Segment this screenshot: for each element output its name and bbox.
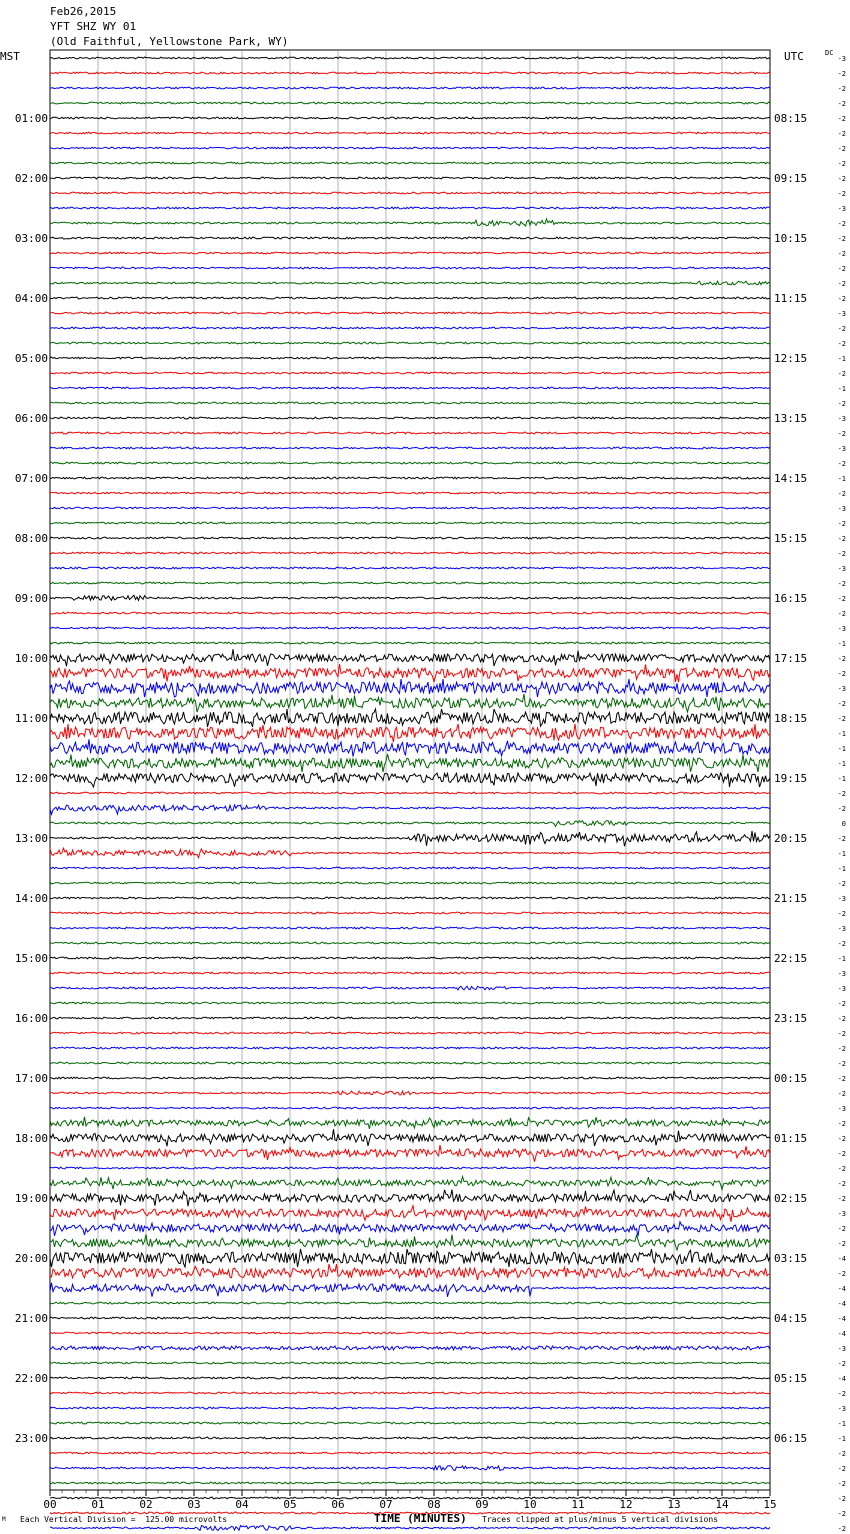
- dc-offset-label: -2: [837, 265, 846, 273]
- trace-row: [50, 582, 770, 584]
- dc-offset-label: -2: [837, 790, 846, 798]
- trace-row: [50, 402, 770, 404]
- dc-offset-label: -2: [837, 175, 846, 183]
- dc-offset-label: -3: [837, 925, 846, 933]
- dc-offset-label: -1: [837, 1420, 846, 1428]
- right-timezone-label: UTC: [784, 50, 804, 63]
- x-tick-label: 15: [763, 1498, 777, 1511]
- right-time-label: 10:15: [774, 232, 808, 245]
- dc-offset-label: -1: [837, 1435, 846, 1443]
- right-time-label: 01:15: [774, 1132, 808, 1145]
- dc-offset-label: -2: [837, 1465, 846, 1473]
- dc-offset-label: -3: [837, 445, 846, 453]
- x-tick-label: 00: [43, 1498, 57, 1511]
- dc-offset-label: -2: [837, 295, 846, 303]
- dc-offset-label: -2: [837, 655, 846, 663]
- dc-offset-label: -2: [837, 535, 846, 543]
- dc-offset-label: -1: [837, 850, 846, 858]
- trace-row: [50, 848, 770, 858]
- dc-offset-label: -2: [837, 805, 846, 813]
- dc-offset-label: -2: [837, 130, 846, 138]
- trace-row: [50, 1190, 770, 1207]
- trace-row: [50, 1482, 770, 1484]
- x-tick-label: 13: [667, 1498, 681, 1511]
- trace-row: [50, 986, 770, 990]
- trace-row: [50, 567, 770, 569]
- dc-offset-label: -2: [837, 1150, 846, 1158]
- trace-row: [50, 552, 770, 554]
- trace-row: [50, 267, 770, 269]
- dc-offset-label: -3: [837, 970, 846, 978]
- trace-row: [50, 1392, 770, 1394]
- dc-offset-label: -2: [837, 460, 846, 468]
- left-timezone-label: MST: [0, 50, 20, 63]
- trace-row: [50, 1466, 770, 1471]
- dc-offset-label: -2: [837, 580, 846, 588]
- dc-offset-label: -2: [837, 85, 846, 93]
- right-time-label: 11:15: [774, 292, 808, 305]
- right-time-label: 13:15: [774, 412, 808, 425]
- dc-offset-label: -2: [837, 1495, 846, 1503]
- dc-offset-label: -2: [837, 520, 846, 528]
- dc-offset-label: -2: [837, 1525, 846, 1533]
- trace-row: [50, 327, 770, 329]
- dc-offset-label: -3: [837, 625, 846, 633]
- trace-row: [50, 372, 770, 374]
- dc-offset-label: -1: [837, 760, 846, 768]
- trace-row: [50, 357, 770, 359]
- left-time-label: 14:00: [14, 892, 48, 905]
- x-tick-label: 06: [331, 1498, 345, 1511]
- dc-offset-label: -2: [837, 1075, 846, 1083]
- dc-offset-label: -2: [837, 1510, 846, 1518]
- dc-offset-label: -2: [837, 880, 846, 888]
- dc-offset-label: -2: [837, 1015, 846, 1023]
- dc-offset-label: -2: [837, 430, 846, 438]
- trace-row: [50, 927, 770, 929]
- trace-row: [50, 642, 770, 644]
- dc-offset-label: -2: [837, 1000, 846, 1008]
- left-time-label: 02:00: [14, 172, 48, 185]
- dc-offset-label: -3: [837, 415, 846, 423]
- left-time-label: 17:00: [14, 1072, 48, 1085]
- trace-row: [50, 1437, 770, 1439]
- trace-row: [50, 805, 770, 814]
- x-tick-label: 02: [139, 1498, 153, 1511]
- dc-offset-label: -3: [837, 985, 846, 993]
- left-time-label: 18:00: [14, 1132, 48, 1145]
- x-tick-label: 03: [187, 1498, 201, 1511]
- trace-row: [50, 792, 770, 794]
- trace-row: [50, 1407, 770, 1409]
- right-time-label: 15:15: [774, 532, 808, 545]
- trace-row: [50, 1452, 770, 1454]
- dc-offset-label: -2: [837, 70, 846, 78]
- trace-row: [50, 147, 770, 149]
- dc-offset-label: -1: [837, 475, 846, 483]
- x-tick-label: 11: [571, 1498, 585, 1511]
- dc-offset-label: -2: [837, 940, 846, 948]
- x-tick-label: 14: [715, 1498, 729, 1511]
- x-tick-label: 07: [379, 1498, 393, 1511]
- dc-offset-label: -1: [837, 640, 846, 648]
- trace-row: [50, 87, 770, 89]
- trace-row: [50, 237, 770, 239]
- left-time-label: 11:00: [14, 712, 48, 725]
- dc-offset-header: DC: [825, 49, 834, 57]
- x-tick-label: 05: [283, 1498, 297, 1511]
- trace-row: [50, 664, 770, 682]
- trace-row: [50, 773, 770, 787]
- left-time-label: 21:00: [14, 1312, 48, 1325]
- trace-row: [50, 1062, 770, 1064]
- dc-offset-label: -3: [837, 1345, 846, 1353]
- trace-row: [50, 507, 770, 509]
- trace-row: [50, 679, 770, 697]
- trace-row: [50, 537, 770, 539]
- plot-frame: [50, 50, 770, 1490]
- left-time-label: 12:00: [14, 772, 48, 785]
- dc-offset-label: -1: [837, 865, 846, 873]
- left-time-label: 16:00: [14, 1012, 48, 1025]
- dc-offset-label: -2: [837, 1360, 846, 1368]
- dc-offset-label: -2: [837, 100, 846, 108]
- left-time-label: 19:00: [14, 1192, 48, 1205]
- trace-row: [50, 132, 770, 134]
- station-label: YFT SHZ WY 01: [50, 20, 137, 33]
- date-label: Feb26,2015: [50, 5, 117, 18]
- right-time-label: 22:15: [774, 952, 808, 965]
- dc-offset-label: -2: [837, 1450, 846, 1458]
- trace-row: [50, 694, 770, 712]
- dc-offset-label: -2: [837, 700, 846, 708]
- left-time-label: 06:00: [14, 412, 48, 425]
- left-time-label: 05:00: [14, 352, 48, 365]
- label-layer: [15, 55, 846, 1534]
- x-tick-label: 09: [475, 1498, 489, 1511]
- dc-offset-label: -1: [837, 385, 846, 393]
- dc-offset-label: -3: [837, 685, 846, 693]
- dc-offset-label: -2: [837, 550, 846, 558]
- dc-offset-label: -2: [837, 340, 846, 348]
- dc-offset-label: -1: [837, 955, 846, 963]
- dc-offset-label: -3: [837, 1210, 846, 1218]
- x-tick-label: 01: [91, 1498, 105, 1511]
- dc-offset-label: -1: [837, 745, 846, 753]
- dc-offset-label: -2: [837, 670, 846, 678]
- left-time-label: 10:00: [14, 652, 48, 665]
- dc-offset-label: -4: [837, 1330, 846, 1338]
- trace-row: [50, 612, 770, 614]
- right-time-label: 04:15: [774, 1312, 808, 1325]
- trace-row: [50, 447, 770, 449]
- trace-row: [50, 1017, 770, 1019]
- dc-offset-label: -2: [837, 1240, 846, 1248]
- dc-offset-label: -2: [837, 1135, 846, 1143]
- trace-row: [50, 432, 770, 434]
- left-time-label: 09:00: [14, 592, 48, 605]
- x-tick-label: 12: [619, 1498, 633, 1511]
- dc-offset-label: -2: [837, 1480, 846, 1488]
- left-time-label: 15:00: [14, 952, 48, 965]
- trace-row: [50, 1032, 770, 1034]
- trace-row: [50, 942, 770, 944]
- right-time-label: 17:15: [774, 652, 808, 665]
- right-time-label: 02:15: [774, 1192, 808, 1205]
- dc-offset-label: -4: [837, 1285, 846, 1293]
- left-time-label: 03:00: [14, 232, 48, 245]
- right-time-label: 03:15: [774, 1252, 808, 1265]
- dc-offset-label: -2: [837, 1030, 846, 1038]
- trace-row: [50, 57, 770, 59]
- dc-offset-label: -2: [837, 1120, 846, 1128]
- trace-row: [50, 831, 770, 846]
- x-tick-label: 10: [523, 1498, 537, 1511]
- trace-row: [50, 649, 770, 666]
- trace-row: [50, 897, 770, 899]
- trace-row: [50, 117, 770, 119]
- trace-row: [50, 281, 770, 285]
- trace-row: [50, 1129, 770, 1146]
- trace-row: [50, 821, 770, 827]
- right-time-label: 19:15: [774, 772, 808, 785]
- trace-row: [50, 1002, 770, 1004]
- dc-offset-label: -2: [837, 1195, 846, 1203]
- trace-row: [50, 627, 770, 629]
- dc-offset-label: -3: [837, 55, 846, 63]
- right-time-label: 16:15: [774, 592, 808, 605]
- trace-row: [50, 1497, 770, 1499]
- dc-offset-label: -2: [837, 1225, 846, 1233]
- trace-row: [50, 312, 770, 314]
- dc-offset-label: -2: [837, 115, 846, 123]
- dc-offset-label: -2: [837, 190, 846, 198]
- trace-row: [50, 1145, 770, 1162]
- right-time-label: 23:15: [774, 1012, 808, 1025]
- trace-row: [50, 1107, 770, 1109]
- trace-layer: [50, 57, 770, 1534]
- left-time-label: 04:00: [14, 292, 48, 305]
- dc-offset-label: -4: [837, 1315, 846, 1323]
- trace-row: [50, 522, 770, 524]
- right-time-label: 20:15: [774, 832, 808, 845]
- trace-row: [50, 1249, 770, 1267]
- x-tick-label: 04: [235, 1498, 249, 1511]
- dc-offset-label: -2: [837, 280, 846, 288]
- dc-offset-label: -1: [837, 775, 846, 783]
- dc-offset-label: -3: [837, 895, 846, 903]
- dc-offset-label: -2: [837, 1060, 846, 1068]
- right-time-label: 09:15: [774, 172, 808, 185]
- footer-mark: M: [2, 1516, 6, 1523]
- trace-row: [50, 1047, 770, 1049]
- trace-row: [50, 957, 770, 959]
- trace-row: [50, 477, 770, 479]
- dc-offset-label: -2: [837, 145, 846, 153]
- trace-row: [50, 417, 770, 419]
- trace-row: [50, 1362, 770, 1364]
- dc-offset-label: -4: [837, 1375, 846, 1383]
- dc-offset-label: -2: [837, 325, 846, 333]
- trace-row: [50, 1346, 770, 1350]
- location-label: (Old Faithful, Yellowstone Park, WY): [50, 35, 289, 48]
- trace-row: [50, 1117, 770, 1129]
- dc-offset-label: -2: [837, 250, 846, 258]
- trace-row: [50, 1077, 770, 1079]
- trace-row: [50, 1302, 770, 1304]
- trace-row: [50, 72, 770, 74]
- trace-row: [50, 297, 770, 299]
- trace-row: [50, 219, 770, 226]
- dc-offset-label: -2: [837, 490, 846, 498]
- right-time-label: 08:15: [774, 112, 808, 125]
- left-time-label: 08:00: [14, 532, 48, 545]
- left-time-label: 23:00: [14, 1432, 48, 1445]
- dc-offset-label: -2: [837, 1270, 846, 1278]
- dc-offset-label: -3: [837, 1105, 846, 1113]
- dc-offset-label: -2: [837, 370, 846, 378]
- dc-offset-label: -2: [837, 1090, 846, 1098]
- dc-offset-label: -3: [837, 1405, 846, 1413]
- dc-offset-label: -2: [837, 400, 846, 408]
- trace-row: [50, 754, 770, 772]
- dc-offset-label: 0: [841, 820, 846, 828]
- scale-note: Each Vertical Division = 125.00 microvolts: [20, 1515, 228, 1524]
- dc-offset-label: -2: [837, 595, 846, 603]
- dc-offset-label: -2: [837, 610, 846, 618]
- trace-row: [50, 1283, 770, 1297]
- trace-row: [50, 972, 770, 974]
- right-time-label: 06:15: [774, 1432, 808, 1445]
- trace-row: [50, 1264, 770, 1280]
- right-time-label: 14:15: [774, 472, 808, 485]
- dc-offset-label: -2: [837, 1180, 846, 1188]
- dc-offset-label: -2: [837, 1390, 846, 1398]
- dc-offset-label: -2: [837, 235, 846, 243]
- trace-row: [50, 1177, 770, 1190]
- trace-row: [50, 912, 770, 914]
- trace-row: [50, 1377, 770, 1379]
- x-tick-label: 08: [427, 1498, 441, 1511]
- dc-offset-label: -2: [837, 835, 846, 843]
- trace-row: [50, 462, 770, 464]
- trace-row: [50, 102, 770, 104]
- trace-row: [50, 207, 770, 209]
- left-time-label: 22:00: [14, 1372, 48, 1385]
- dc-offset-label: -2: [837, 715, 846, 723]
- right-time-label: 12:15: [774, 352, 808, 365]
- trace-row: [50, 1317, 770, 1319]
- left-time-label: 13:00: [14, 832, 48, 845]
- dc-offset-label: -1: [837, 730, 846, 738]
- dc-offset-label: -2: [837, 910, 846, 918]
- dc-offset-label: -2: [837, 1165, 846, 1173]
- right-time-label: 21:15: [774, 892, 808, 905]
- trace-row: [50, 1422, 770, 1424]
- trace-row: [50, 177, 770, 179]
- trace-row: [50, 595, 770, 600]
- dc-offset-label: -2: [837, 1045, 846, 1053]
- trace-row: [50, 1206, 770, 1222]
- trace-row: [50, 724, 770, 742]
- clip-note: Traces clipped at plus/minus 5 vertical divisions: [482, 1515, 719, 1524]
- trace-row: [50, 739, 770, 756]
- trace-row: [50, 1332, 770, 1334]
- trace-row: [50, 252, 770, 254]
- right-time-label: 05:15: [774, 1372, 808, 1385]
- trace-row: [50, 1234, 770, 1250]
- right-time-label: 00:15: [774, 1072, 808, 1085]
- left-time-label: 01:00: [14, 112, 48, 125]
- dc-offset-label: -2: [837, 160, 846, 168]
- trace-row: [50, 1526, 770, 1531]
- trace-row: [50, 709, 770, 727]
- left-time-label: 20:00: [14, 1252, 48, 1265]
- dc-offset-label: -3: [837, 565, 846, 573]
- dc-offset-label: -3: [837, 310, 846, 318]
- trace-row: [50, 387, 770, 389]
- dc-offset-label: -3: [837, 205, 846, 213]
- trace-row: [50, 1222, 770, 1236]
- trace-row: [50, 162, 770, 164]
- trace-row: [50, 342, 770, 344]
- left-time-label: 07:00: [14, 472, 48, 485]
- trace-row: [50, 492, 770, 494]
- trace-row: [50, 192, 770, 194]
- dc-offset-label: -2: [837, 220, 846, 228]
- trace-row: [50, 882, 770, 884]
- trace-row: [50, 867, 770, 869]
- right-time-label: 18:15: [774, 712, 808, 725]
- dc-offset-label: -1: [837, 355, 846, 363]
- trace-row: [50, 1091, 770, 1095]
- dc-offset-label: -4: [837, 1300, 846, 1308]
- dc-offset-label: -3: [837, 505, 846, 513]
- dc-offset-label: -4: [837, 1255, 846, 1263]
- x-axis-label: TIME (MINUTES): [374, 1512, 467, 1525]
- trace-row: [50, 1167, 770, 1169]
